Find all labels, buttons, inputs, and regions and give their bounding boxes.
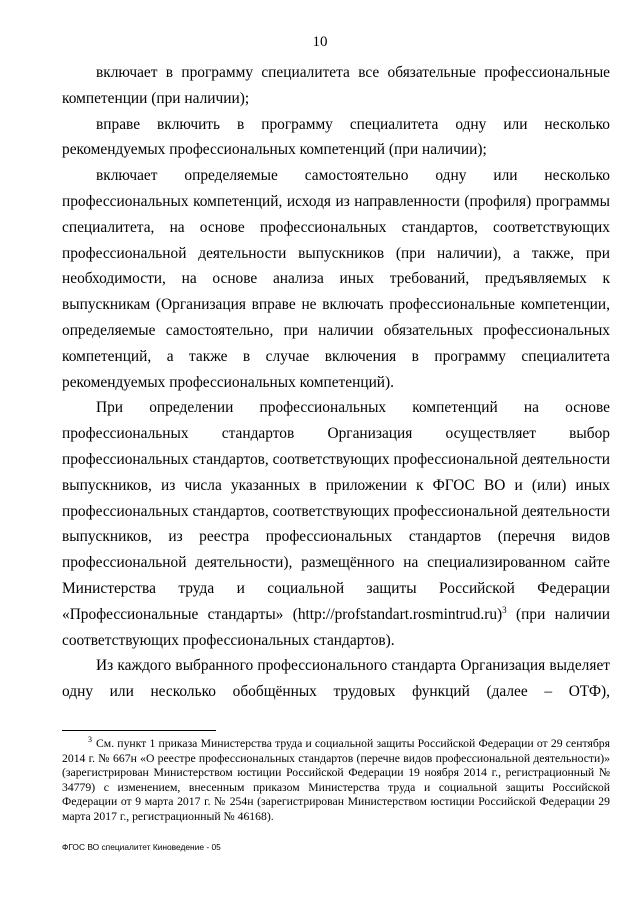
footnote-text: См. пункт 1 приказа Министерства труда и социальной защиты Российской Федерации от 29 сентября 2014 г. № 667н «О реестре профессиональных стандартов (перечне видов профессиональной деятельности)» (зарегистрирован Министерством юстиции Российской Федерации 19 ноября 2014 г., регистрационный № 34779) с изменением, внесенным приказом Министерства труда и социальной защиты Российской Федерации от 9 марта 2017 г. № 254н (зарегистрирован Министерством юстиции Российской Федерации 29 марта 2017 г., регистрационный № 46168). <box>62 737 610 823</box>
paragraph-with-footnote-ref <box>62 395 610 653</box>
paragraph-text: При определении профессиональных компетенций на основе профессиональных стандартов Организация осуществляет выбор профессиональных стандартов, соответствующих профессиональной деятельности выпускников, из числа указанных в приложении к ФГОС ВО и (или) иных профессиональных стандартов, соответствующих профессиональной деятельности выпускников, из реестра профессиональных стандартов (перечня видов профессиональной деятельности), размещённого на специализированном сайте Министерства труда и социальной защиты Российской Федерации «Профессиональные стандарты» (http://profstandart.rosmintrud.ru) <box>62 399 610 623</box>
document-body <box>62 60 610 705</box>
footnote-reference[interactable]: 3 <box>502 604 507 615</box>
paragraph: вправе включить в программу специалитета одну или несколько рекомендуемых профессиональных компетенций (при наличии); <box>62 115 610 159</box>
footnote-marker: 3 <box>88 735 92 744</box>
page-number: 10 <box>312 34 328 50</box>
footer-label: ФГОС ВО специалитет Киноведение - 05 <box>62 842 221 852</box>
paragraph: Из каждого выбранного профессионального стандарта Организация выделяет одну или несколько обобщённых трудовых функций (далее – ОТФ), <box>62 657 610 701</box>
paragraph: включает в программу специалитета все обязательные профессиональные компетенции (при наличии); <box>62 64 610 107</box>
paragraph-text: (при наличии соответствующих профессиональных стандартов). <box>62 605 610 649</box>
footnote-separator <box>62 730 216 731</box>
footnote <box>62 737 610 825</box>
paragraph: включает определяемые самостоятельно одну или несколько профессиональных компетенций, исходя из направленности (профиля) программы специалитета, на основе профессиональных стандартов, соответствующих профессиональной деятельности выпускников (при наличии), а также, при необходимости, на основе анализа иных требований, предъявляемых к выпускникам (Организация вправе не включать профессиональные компетенции, определяемые самостоятельно, при наличии обязательных профессиональных компетенций, а также в случае включения в программу специалитета рекомендуемых профессиональных компетенций). <box>62 167 610 391</box>
